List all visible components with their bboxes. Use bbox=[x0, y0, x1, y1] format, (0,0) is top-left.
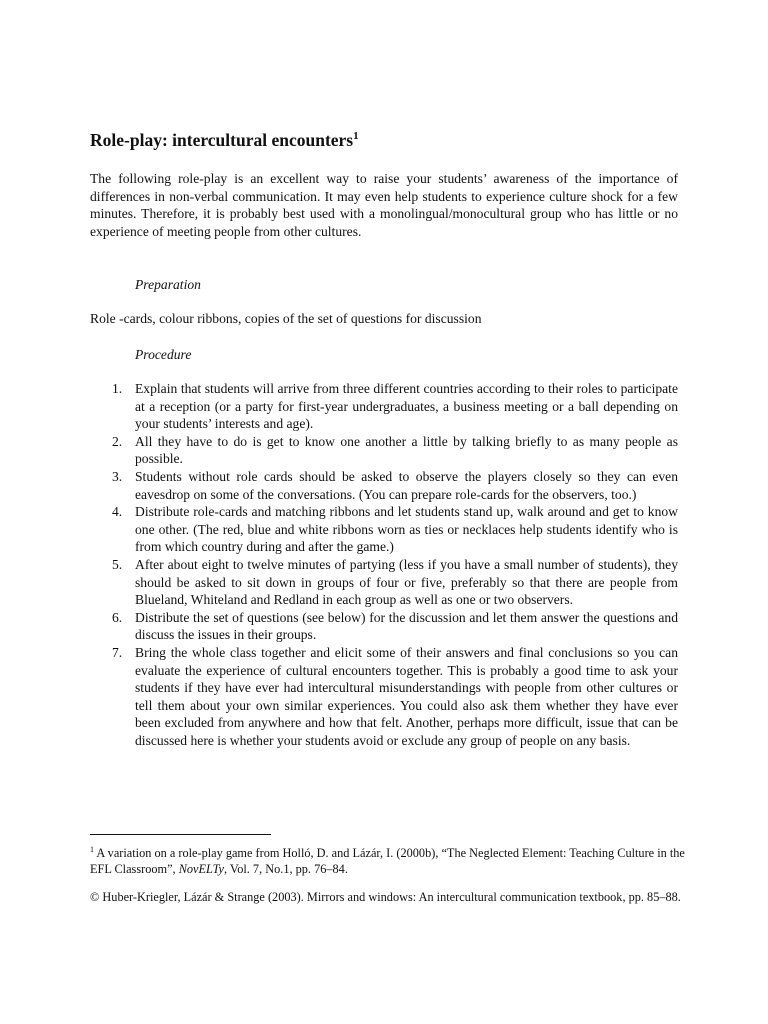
footnote-marker: 1 bbox=[90, 845, 94, 854]
step-text: After about eight to twelve minutes of partying (less if you have a small number of students), they should be asked to sit down in groups of four or five, preferably so that there are people from Blueland, Whiteland and Redland in each group as well as one or two observers. bbox=[135, 556, 678, 608]
copyright-notice: © Huber-Kriegler, Lázár & Strange (2003). Mirrors and windows: An intercultural communication textbook, pp. 85–88. bbox=[90, 890, 681, 904]
footnote-text-after: , Vol. 7, No.1, pp. 76–84. bbox=[224, 862, 348, 877]
step-number: 6. bbox=[112, 609, 123, 625]
step-text: Explain that students will arrive from three different countries according to their roles to participate at a reception (or a party for first-year undergraduates, a business meeting or a ball depending on your students’ interests and age). bbox=[135, 381, 678, 432]
procedure-step bbox=[90, 503, 678, 556]
procedure-step bbox=[90, 609, 678, 644]
materials-list: Role -cards, colour ribbons, copies of the set of questions for discussion bbox=[90, 311, 482, 326]
title-text: Role-play: intercultural encounters bbox=[90, 130, 354, 150]
procedure-step bbox=[90, 468, 678, 503]
preparation-heading: Preparation bbox=[135, 277, 201, 292]
intro-paragraph: The following role-play is an excellent way to raise your students’ awareness of the importance of differences in non-verbal communication. It may even help students to experience culture shock for a few minutes. Therefore, it is probably best used with a monolingual/monocultural group who has little or no experience of meeting people from other cultures. bbox=[90, 171, 678, 239]
step-number: 1. bbox=[112, 381, 123, 396]
step-text: Distribute role-cards and matching ribbons and let students stand up, walk around and get to know one other. (The red, blue and white ribbons worn as ties or necklaces help students identify who is from which country during and after the game.) bbox=[135, 504, 678, 555]
footnote-divider bbox=[90, 834, 271, 835]
procedure-step bbox=[90, 556, 678, 609]
footnote-text-before: A variation on a role-play game from Holló, D. and Lázár, I. (2000b), “The Neglected Element: Teaching Culture in the EFL Classroom”, bbox=[90, 846, 685, 877]
step-number: 2. bbox=[112, 433, 123, 449]
step-number: 3. bbox=[112, 468, 123, 484]
step-text: Bring the whole class together and elicit some of their answers and final conclusions so you can evaluate the experience of cultural encounters together. This is probably a good time to ask your students if they have ever had intercultural misunderstandings with people from other cultures or tell them about your own similar experiences. You could also ask them whether they have ever been excluded from anywhere and how that felt. Another, perhaps more difficult, issue that can be discussed here is whether your students avoid or exclude any group of people on any basis. bbox=[135, 644, 678, 748]
page-title bbox=[90, 130, 359, 151]
step-number: 4. bbox=[112, 504, 123, 520]
procedure-heading: Procedure bbox=[135, 347, 192, 362]
footnote-journal: NovELTy bbox=[178, 862, 224, 877]
procedure-step bbox=[90, 644, 678, 750]
step-text: Distribute the set of questions (see below) for the discussion and let them answer the questions and discuss the issues in their groups. bbox=[135, 609, 678, 643]
footnote bbox=[90, 842, 690, 877]
step-number: 5. bbox=[112, 556, 123, 572]
procedure-step bbox=[90, 433, 678, 468]
step-text: Students without role cards should be asked to observe the players closely so they can even eavesdrop on some of the conversations. (You can prepare role-cards for the observers, too.) bbox=[135, 468, 678, 502]
step-text: All they have to do is get to know one another a little by talking briefly to as many people as possible. bbox=[135, 433, 678, 467]
procedure-step bbox=[90, 380, 678, 433]
procedure-steps bbox=[90, 380, 678, 749]
title-footnote-marker[interactable]: 1 bbox=[353, 130, 359, 143]
step-number: 7. bbox=[112, 644, 123, 660]
